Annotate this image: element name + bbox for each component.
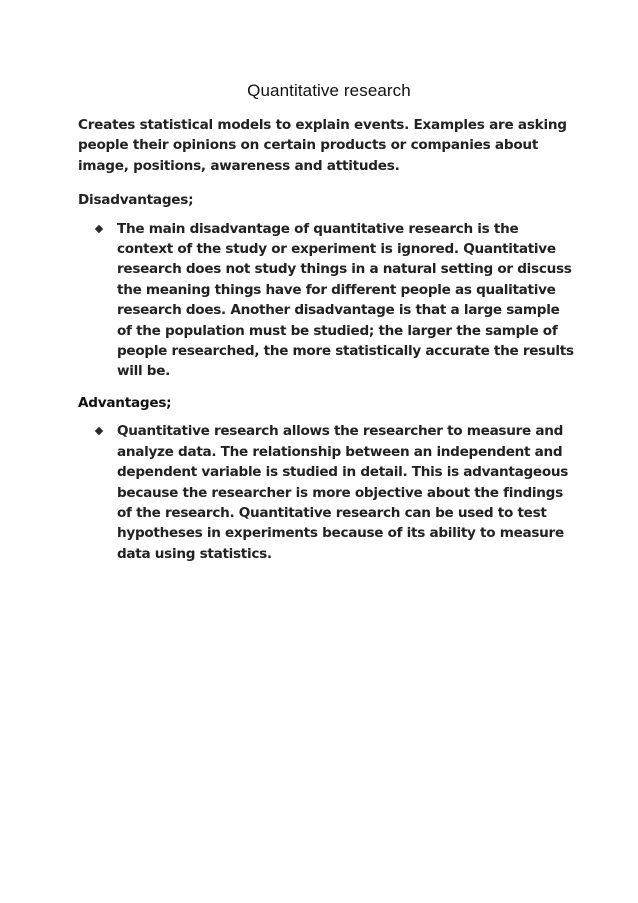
disadvantage-text: The main disadvantage of quantitative research is the context of the study or experiment is ignored. Quantitative research does not study things in a natural setting or discuss the meaning things have for different people as qualitative research does. Another disadvantage is that a large sample of the population must be studied; the larger the sample of people researched, the more statistically accurate the results will be.	[117, 220, 574, 380]
advantages-heading: Advantages;	[78, 394, 172, 411]
disadvantages-list	[78, 219, 578, 382]
list-item	[78, 219, 578, 382]
advantages-list	[78, 421, 578, 564]
diamond-bullet-icon	[95, 224, 103, 232]
advantage-text: Quantitative research allows the researcher to measure and analyze data. The relationship between an independent and dependent variable is studied in detail. This is advantageous because the researcher is more objective about the findings of the research. Quantitative research can be used to test hypotheses in experiments because of its ability to measure data using statistics.	[117, 423, 569, 562]
disadvantages-heading: Disadvantages;	[78, 192, 194, 209]
page-title: Quantitative research	[247, 81, 411, 100]
diamond-bullet-icon	[95, 427, 103, 435]
intro-paragraph: Creates statistical models to explain events. Examples are asking people their opinions on certain products or companies about image, positions, awareness and attitudes.	[78, 117, 567, 174]
list-item	[78, 421, 578, 564]
